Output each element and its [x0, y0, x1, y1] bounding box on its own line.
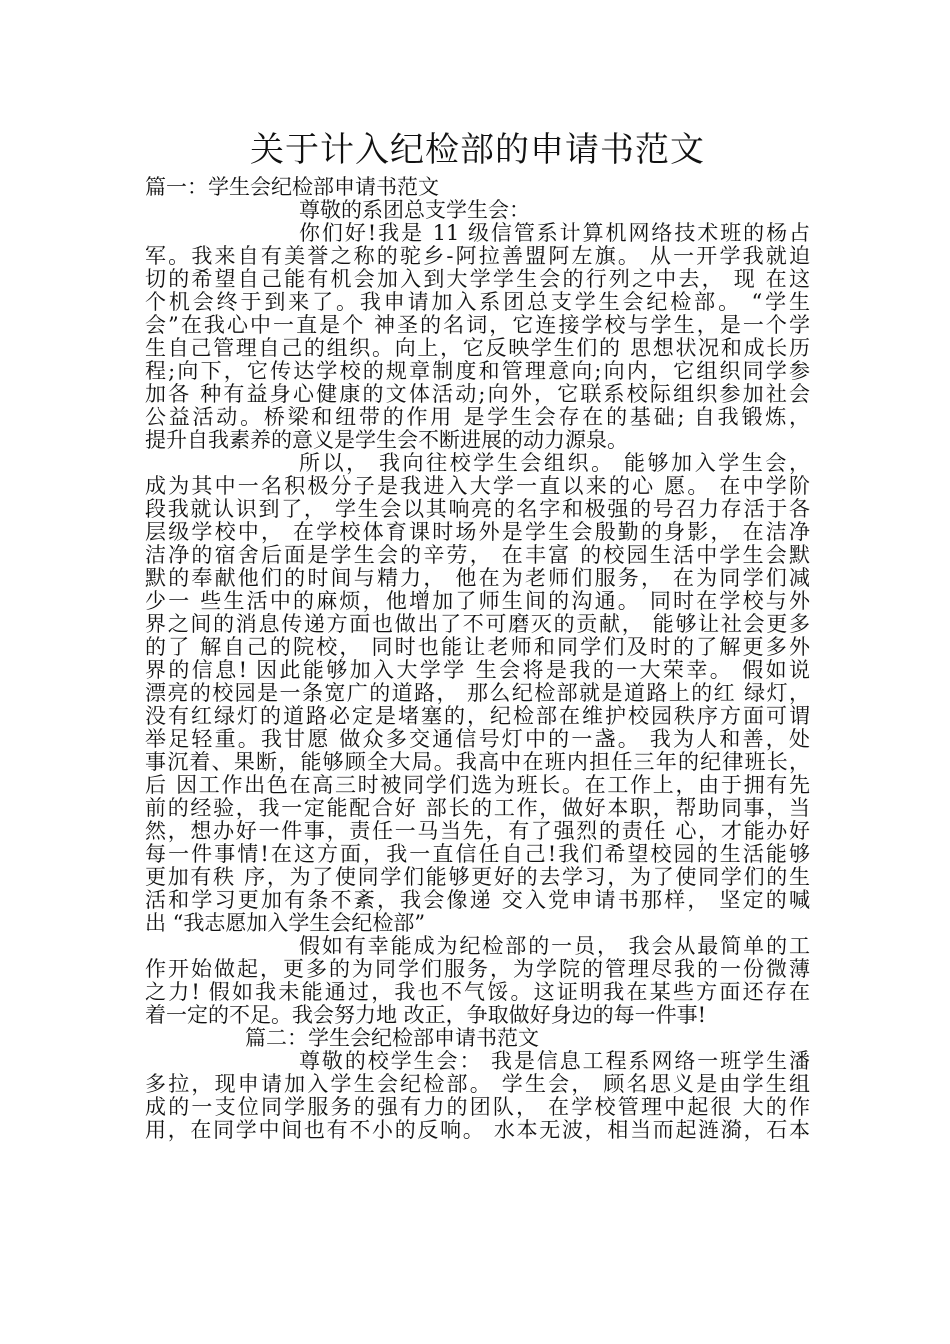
text-line: 后 因工作出色在高三时被同学们选为班长。在工作上，由于拥有先 — [145, 774, 810, 797]
document-title: 关于计入纪检部的申请书范文 — [250, 130, 705, 170]
text-line: 军。我来自有美誉之称的驼乡-阿拉善盟阿左旗。 从一开学我就迫 — [145, 245, 810, 268]
text-line: 事沉着、果断，能够顾全大局。我高中在班内担任三年的纪律班长， — [145, 751, 810, 774]
text-line: 前的经验，我一定能配合好 部长的工作，做好本职，帮助同事，当 — [145, 797, 810, 820]
text-line: 之力! 假如我未能通过，我也不气馁。这证明我在某些方面还存在 — [145, 981, 810, 1004]
text-line: 个机会终于到来了。我申请加入系团总支学生会纪检部。 “学生 — [145, 291, 810, 314]
text-line: 加各 种有益身心健康的文体活动;向外，它联系校际组织参加社会 — [145, 383, 810, 406]
text-line: 会”在我心中一直是个 神圣的名词，它连接学校与学生，是一个学 — [145, 314, 810, 337]
document-body — [145, 176, 810, 1142]
text-line: 界之间的消息传递方面也做出了不可磨灭的贡献， 能够让社会更多 — [145, 613, 810, 636]
text-line: 每一件事情!在这方面，我一直信任自己!我们希望校园的生活能够 — [145, 843, 810, 866]
text-line: 提升自我素养的意义是学生会不断进展的动力源泉。 — [145, 429, 628, 452]
text-line: 成为其中一名积极分子是我进入大学一直以来的心 愿。 在中学阶 — [145, 475, 810, 498]
text-line: 程;向下，它传达学校的规章制度和管理意向;向内，它组织同学参 — [145, 360, 810, 383]
text-line: 默的奉献他们的时间与精力， 他在为老师们服务， 在为同学们减 — [145, 567, 810, 590]
text-line: 洁净的宿舍后面是学生会的辛劳， 在丰富 的校园生活中学生会默 — [145, 544, 810, 567]
text-line: 成的一支位同学服务的强有力的团队， 在学校管理中起很 大的作 — [145, 1096, 810, 1119]
text-line: 界的信息! 因此能够加入大学学 生会将是我的一大荣幸。 假如说 — [145, 659, 810, 682]
document-page — [145, 128, 810, 1142]
text-line: 着一定的不足。我会努力地 改正，争取做好身边的每一件事! — [145, 1004, 707, 1027]
text-line: 你们好!我是 11 级信管系计算机网络技术班的杨占 — [299, 222, 810, 245]
text-line: 尊敬的校学生会： 我是信息工程系网络一班学生潘 — [299, 1050, 810, 1073]
text-line: 漂亮的校园是一条宽广的道路， 那么纪检部就是道路上的红 绿灯， — [145, 682, 810, 705]
text-line: 层级学校中， 在学校体育课时场外是学生会殷勤的身影， 在洁净 — [145, 521, 810, 544]
text-line: 用，在同学中间也有不小的反响。 水本无波，相当而起涟漪，石本 — [145, 1119, 810, 1142]
text-line: 更加有秩 序，为了使同学们能够更好的去学习，为了使同学们的生 — [145, 866, 810, 889]
text-line: 切的希望自己能有机会加入到大学学生会的行列之中去， 现 在这 — [145, 268, 810, 291]
text-line: 篇一：学生会纪检部申请书范文 — [145, 176, 439, 199]
text-line: 尊敬的系团总支学生会： — [299, 199, 530, 222]
text-line: 少一 些生活中的麻烦，他增加了师生间的沟通。 同时在学校与外 — [145, 590, 810, 613]
text-line: 篇二：学生会纪检部申请书范文 — [245, 1027, 539, 1050]
text-line: 举足轻重。我甘愿 做众多交通信号灯中的一盏。 我为人和善，处 — [145, 728, 810, 751]
text-line: 作开始做起，更多的为同学们服务，为学院的管理尽我的一份微薄 — [145, 958, 810, 981]
text-line: 生自己管理自己的组织。向上，它反映学生们的 思想状况和成长历 — [145, 337, 810, 360]
text-line: 然，想办好一件事，责任一马当先，有了强烈的责任 心，才能办好 — [145, 820, 810, 843]
text-line: 出 “我志愿加入学生会纪检部” — [145, 912, 426, 935]
text-line: 没有红绿灯的道路必定是堵塞的，纪检部在维护校园秩序方面可谓 — [145, 705, 810, 728]
text-line: 多拉，现申请加入学生会纪检部。 学生会， 顾名思义是由学生组 — [145, 1073, 810, 1096]
text-line: 所以， 我向往校学生会组织。 能够加入学生会， — [299, 452, 810, 475]
text-line: 假如有幸能成为纪检部的一员， 我会从最简单的工 — [299, 935, 810, 958]
text-line: 活和学习更加有条不紊，我会像递 交入党申请书那样， 坚定的喊 — [145, 889, 810, 912]
text-line: 的了 解自己的院校， 同时也能让老师和同学们及时的了解更多外 — [145, 636, 810, 659]
text-line: 公益活动。桥梁和纽带的作用 是学生会存在的基础; 自我锻炼， — [145, 406, 810, 429]
text-line: 段我就认识到了， 学生会以其响亮的名字和极强的号召力存活于各 — [145, 498, 810, 521]
